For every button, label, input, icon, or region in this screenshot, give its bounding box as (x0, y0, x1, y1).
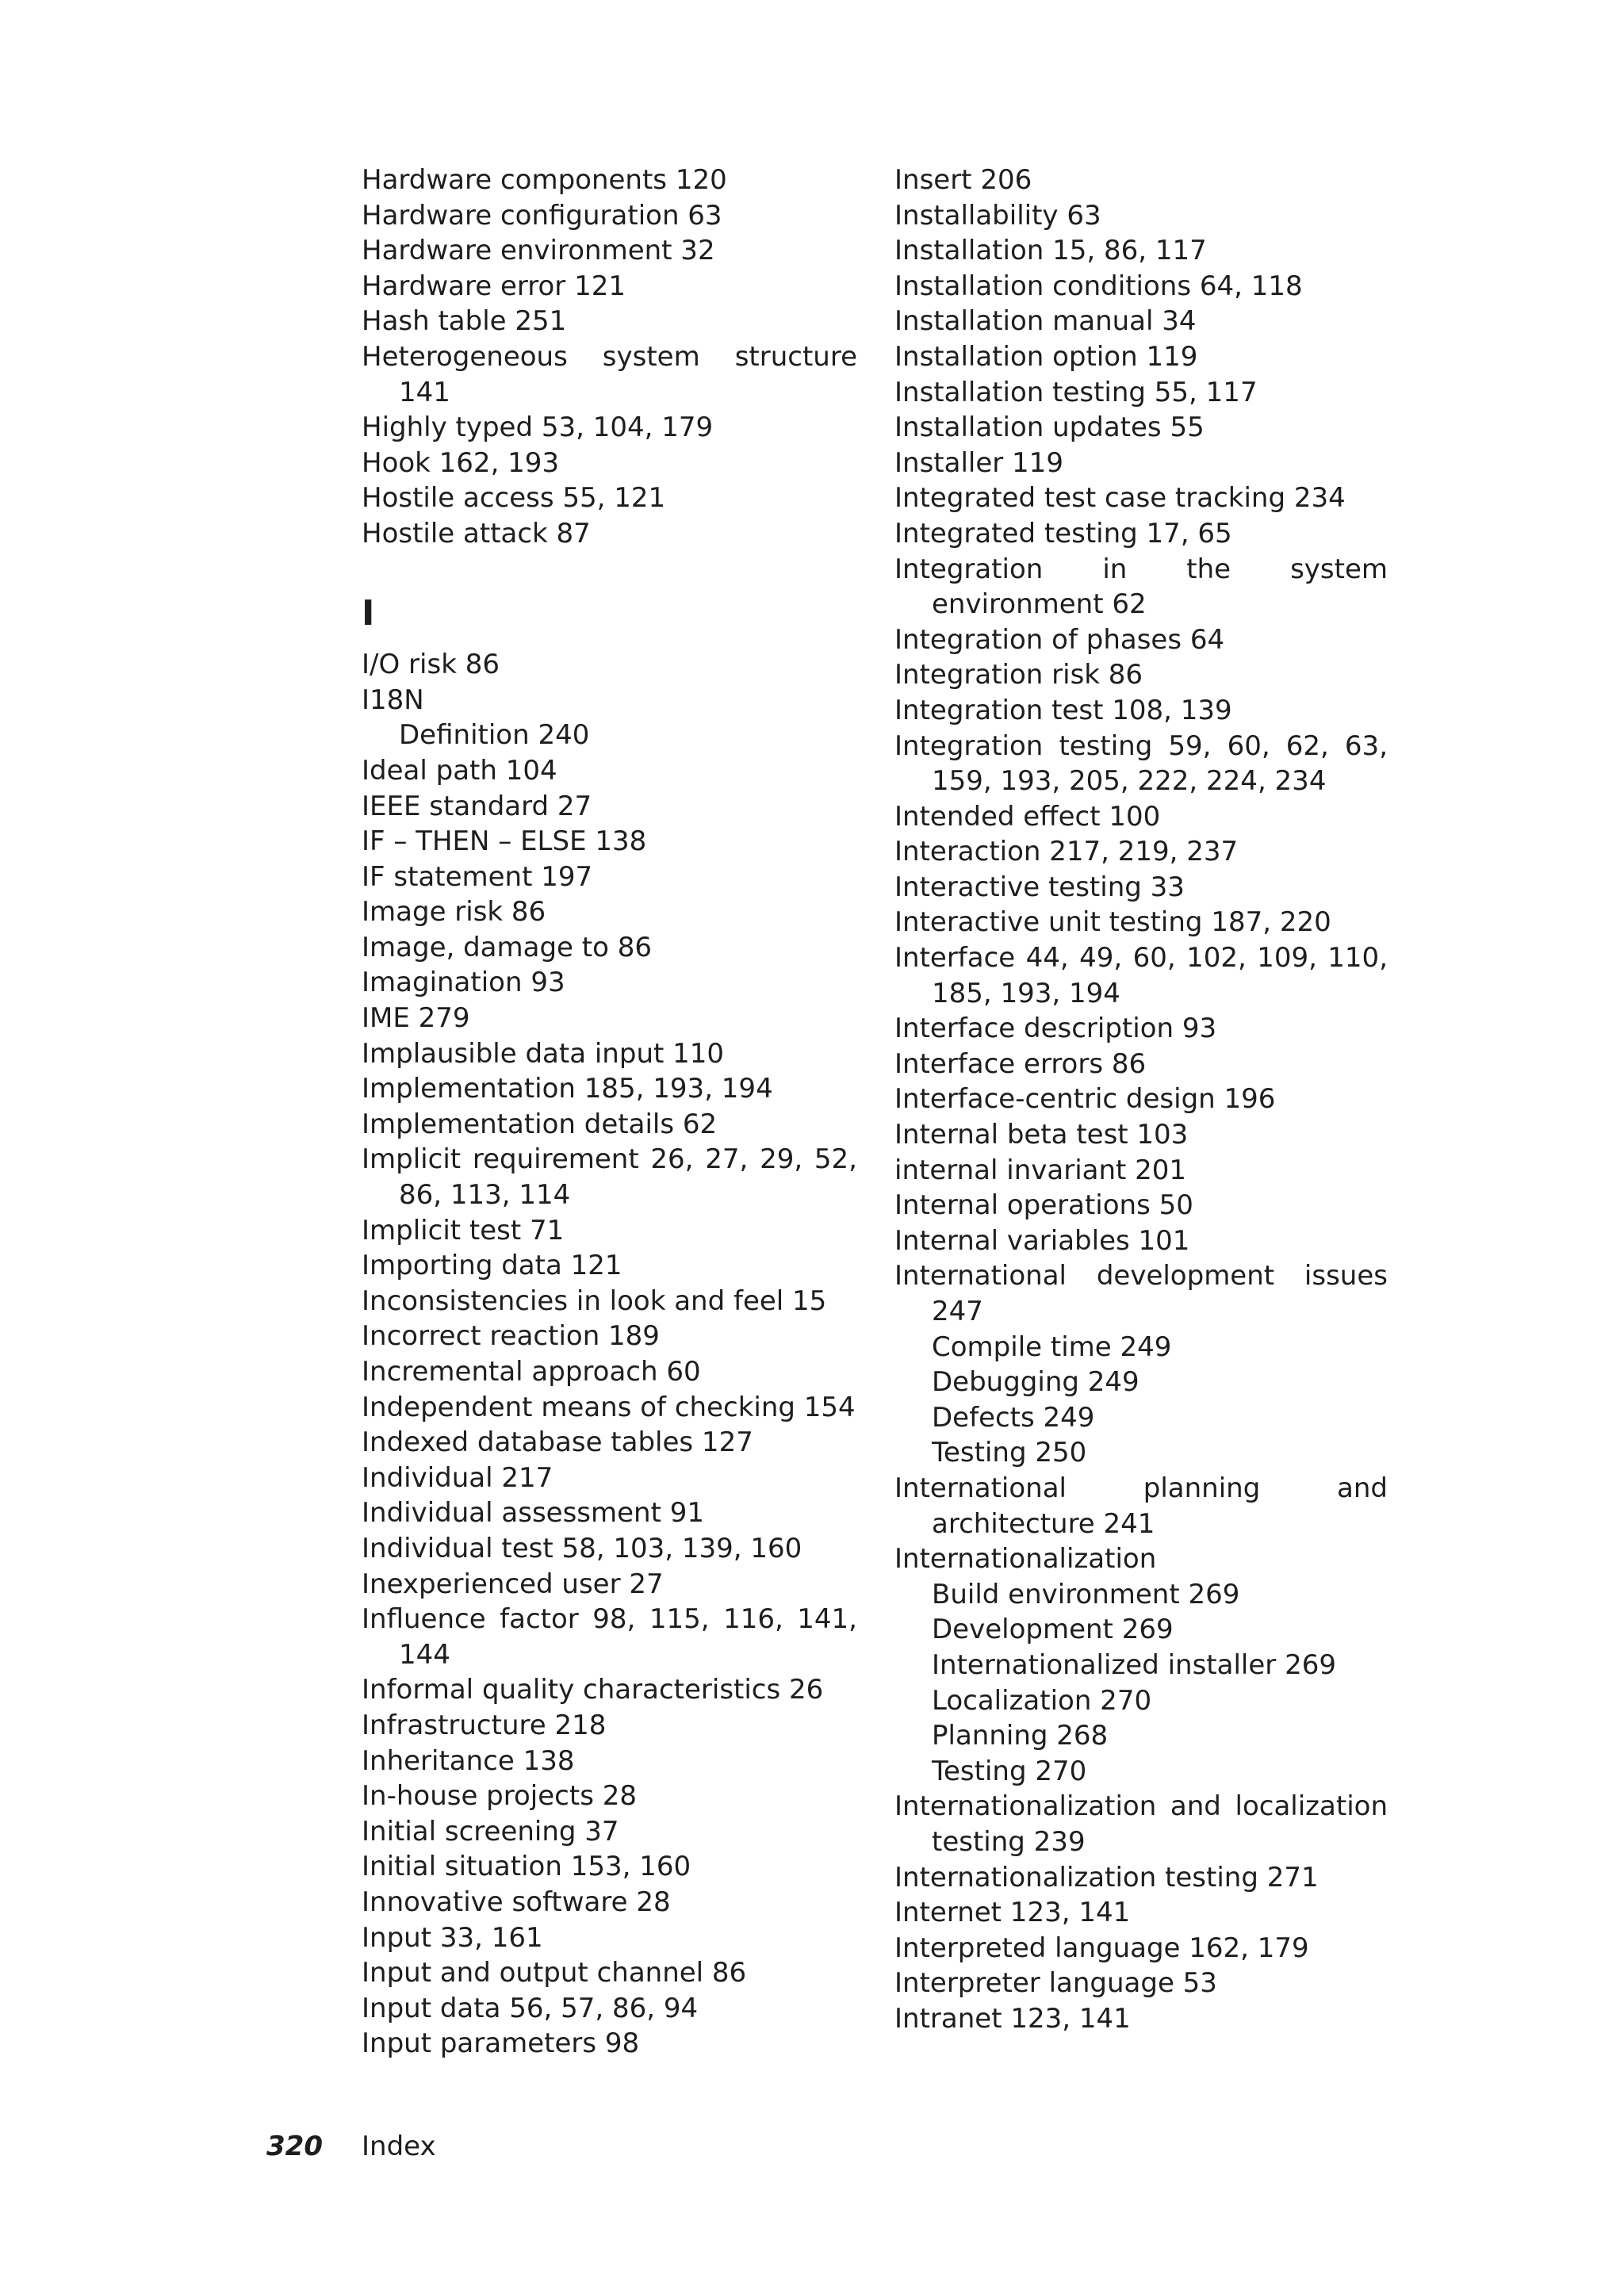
index-entry: Indexed database tables 127 (362, 1426, 753, 1459)
index-entry: Installation updates 55 (894, 412, 1205, 444)
index-entry: Interface errors 86 (894, 1047, 1147, 1080)
index-entry: Integrated testing 17, 65 (894, 517, 1232, 549)
index-entry: Incorrect reaction 189 (362, 1320, 660, 1353)
index-entry: Hash table 251 (362, 305, 567, 338)
index-entry: IEEE standard 27 (362, 790, 592, 822)
index-entry: Internal beta test 103 (894, 1119, 1189, 1151)
index-entry: Intranet 123, 141 (894, 2002, 1131, 2035)
index-entry: Internal operations 50 (894, 1189, 1193, 1222)
index-subentry: Definition 240 (399, 719, 590, 752)
index-entry: Ideal path 104 (362, 754, 557, 787)
index-subentry: Defects 249 (932, 1401, 1095, 1434)
index-entry: Importing data 121 (362, 1250, 622, 1282)
index-entry: Input 33, 161 (362, 1921, 543, 1954)
index-entry: Image, damage to 86 (362, 931, 652, 963)
index-entry: Inexperienced user 27 (362, 1568, 664, 1600)
index-subentry: Localization 270 (932, 1684, 1152, 1717)
index-entry: Hardware environment 32 (362, 235, 715, 267)
index-entry: Integrated test case tracking 234 (894, 482, 1346, 515)
index-entry: IME 279 (362, 1002, 470, 1035)
index-entry: Interface description 93 (894, 1013, 1217, 1045)
index-entry: Hook 162, 193 (362, 446, 560, 479)
index-entries-h (362, 163, 857, 552)
index-entry: Input parameters 98 (362, 2027, 640, 2060)
index-entry: IF – THEN – ELSE 138 (362, 825, 647, 858)
index-entry: Insert 206 (894, 164, 1032, 196)
index-entries-i-continued (894, 163, 1388, 2036)
index-entries-i (362, 647, 857, 2062)
index-entry: Inconsistencies in look and feel 15 (362, 1285, 827, 1317)
index-entry: Internationalization (894, 1543, 1157, 1576)
index-entry: International planning and architecture 241 (894, 1472, 1388, 1540)
index-entry: Implementation 185, 193, 194 (362, 1073, 773, 1105)
index-entry: Internationalization testing 271 (894, 1861, 1319, 1893)
index-entry: Initial screening 37 (362, 1815, 619, 1847)
index-entry: Heterogeneous system structure 141 (362, 340, 857, 408)
index-entry: International development issues 247 (894, 1260, 1388, 1327)
index-entry: Interpreted language 162, 179 (894, 1932, 1309, 1964)
index-subentry: Development 269 (932, 1614, 1174, 1646)
section-letter-heading: I (362, 592, 375, 634)
index-entry: Installation testing 55, 117 (894, 376, 1258, 408)
index-entry: Incremental approach 60 (362, 1356, 701, 1388)
index-entry: Hostile attack 87 (362, 517, 591, 549)
index-entry: Integration test 108, 139 (894, 694, 1232, 726)
running-head: Index (362, 2131, 436, 2162)
index-entry: Inheritance 138 (362, 1744, 575, 1777)
index-column-left (362, 163, 857, 2062)
index-entry: Interactive unit testing 187, 220 (894, 906, 1331, 939)
index-entry: Integration in the system environment 62 (894, 553, 1388, 621)
index-entry: Internet 123, 141 (894, 1897, 1131, 1929)
index-entry: Internationalization and localization testing 239 (894, 1790, 1388, 1858)
index-entry: Installation manual 34 (894, 305, 1197, 338)
index-subentry: Testing 270 (932, 1755, 1087, 1787)
page-number: 320 (266, 2131, 323, 2162)
index-subentry: Build environment 269 (932, 1578, 1240, 1610)
index-entry: Integration testing 59, 60, 62, 63, 159, 193, 205, 222, 224, 234 (894, 729, 1388, 798)
index-entry: Hardware components 120 (362, 164, 727, 196)
index-entry: Infrastructure 218 (362, 1709, 607, 1741)
index-entry: Image risk 86 (362, 896, 546, 928)
index-entry: Intended effect 100 (894, 800, 1161, 833)
index-entry: Imagination 93 (362, 967, 565, 999)
index-entry: Interpreter language 53 (894, 1967, 1217, 2000)
index-entry: Installation option 119 (894, 340, 1198, 373)
index-entry: Informal quality characteristics 26 (362, 1674, 824, 1706)
index-entry: Installation conditions 64, 118 (894, 270, 1303, 302)
index-entry: I/O risk 86 (362, 649, 500, 681)
index-entry: Implicit test 71 (362, 1214, 565, 1246)
index-entry: Interface-centric design 196 (894, 1083, 1276, 1116)
index-entry: Implausible data input 110 (362, 1037, 725, 1070)
index-entry: IF statement 197 (362, 860, 593, 893)
index-entry: Internal variables 101 (894, 1224, 1190, 1257)
index-entry: Initial situation 153, 160 (362, 1851, 691, 1883)
index-entry: In-house projects 28 (362, 1780, 637, 1813)
index-entry: Hardware error 121 (362, 270, 626, 302)
index-entry: Hostile access 55, 121 (362, 482, 666, 515)
index-entry: Implicit requirement 26, 27, 29, 52, 86, 113, 114 (362, 1143, 857, 1212)
index-entry: Installer 119 (894, 446, 1063, 479)
index-entry: Interaction 217, 219, 237 (894, 836, 1239, 868)
index-entry: Independent means of checking 154 (362, 1391, 856, 1423)
index-entry: Integration of phases 64 (894, 623, 1225, 656)
index-subentry: Testing 250 (932, 1437, 1087, 1469)
index-subentry: Compile time 249 (932, 1331, 1172, 1363)
index-column-right (894, 163, 1388, 2036)
index-entry: Hardware configuration 63 (362, 199, 722, 232)
index-entry: Innovative software 28 (362, 1886, 671, 1918)
index-entry: Interactive testing 33 (894, 871, 1185, 903)
index-entry: Input and output channel 86 (362, 1957, 747, 1989)
index-entry: Integration risk 86 (894, 659, 1143, 691)
index-entry: Installation 15, 86, 117 (894, 235, 1207, 267)
index-entry: Individual 217 (362, 1461, 553, 1494)
index-subentry: Debugging 249 (932, 1366, 1139, 1399)
index-subentry: Planning 268 (932, 1720, 1109, 1752)
index-entry: Interface 44, 49, 60, 102, 109, 110, 185, 193, 194 (894, 942, 1388, 1009)
index-entry: internal invariant 201 (894, 1154, 1187, 1186)
index-subentry: Internationalized installer 269 (932, 1648, 1336, 1681)
index-entry: I18N (362, 683, 424, 716)
index-entry: Input data 56, 57, 86, 94 (362, 1992, 699, 2024)
index-entry: Individual assessment 91 (362, 1497, 704, 1530)
index-entry: Highly typed 53, 104, 179 (362, 412, 714, 444)
index-entry: Influence factor 98, 115, 116, 141, 144 (362, 1603, 857, 1671)
index-entry: Implementation details 62 (362, 1108, 718, 1140)
index-entry: Installability 63 (894, 199, 1101, 232)
index-entry: Individual test 58, 103, 139, 160 (362, 1532, 802, 1564)
